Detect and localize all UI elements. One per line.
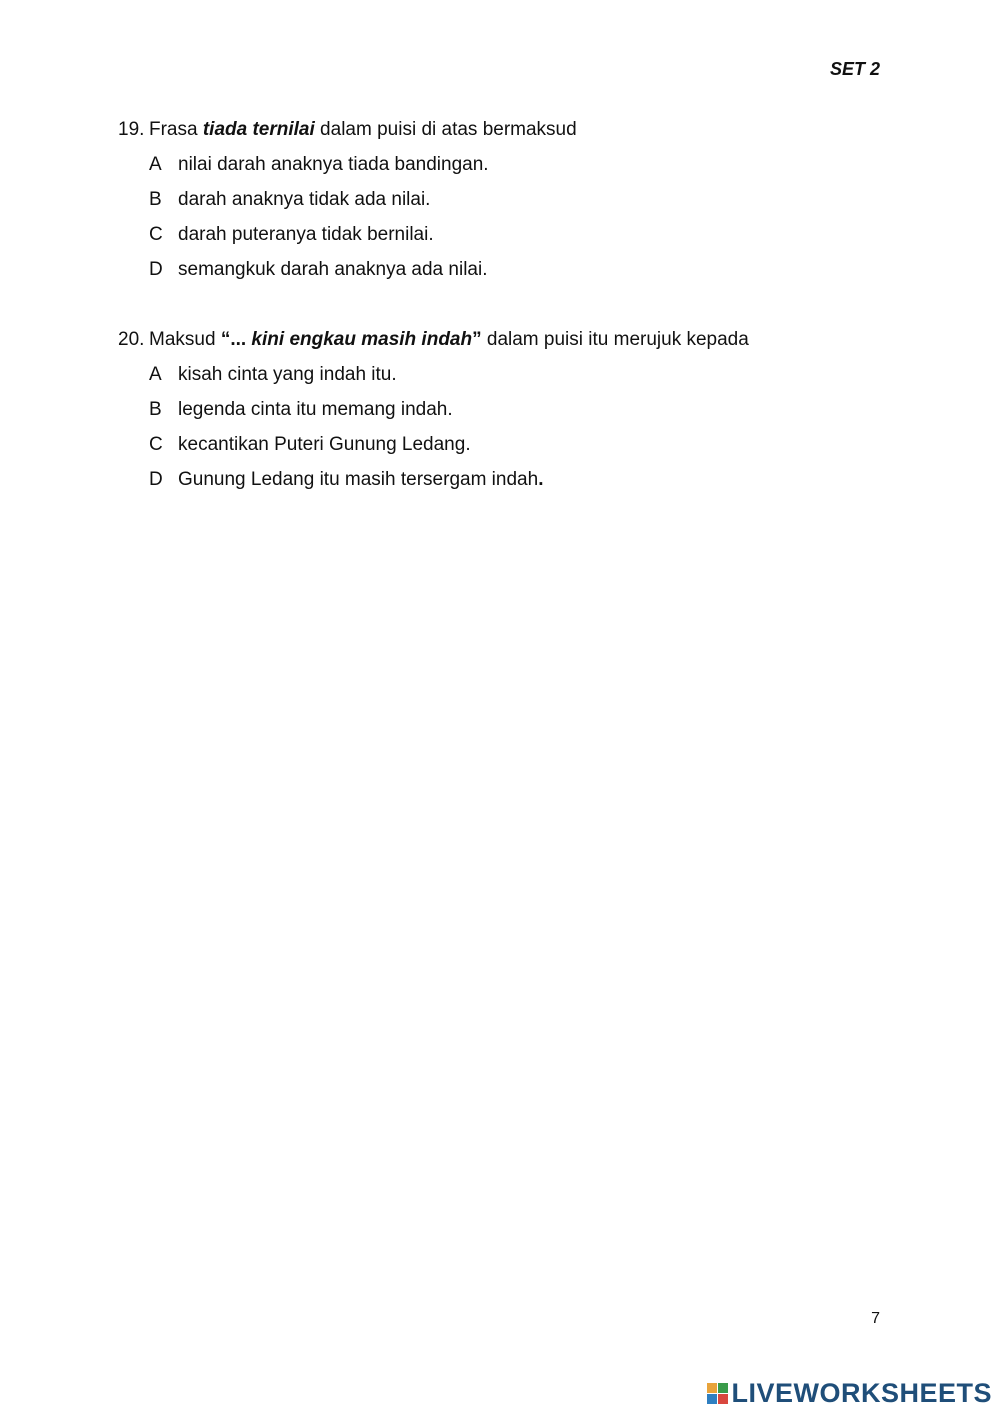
question-stem	[118, 328, 749, 352]
option-letter: C	[149, 434, 163, 455]
question-19	[118, 118, 577, 293]
options-list	[149, 153, 577, 293]
question-number: 20.	[118, 329, 145, 350]
option-letter: A	[149, 154, 162, 175]
logo-text: LIVEWORKSHEETS	[731, 1378, 992, 1408]
option-letter: D	[149, 469, 163, 490]
option-a[interactable]	[149, 363, 749, 398]
option-text: kecantikan Puteri Gunung Ledang.	[178, 434, 471, 455]
option-letter: A	[149, 364, 162, 385]
option-c[interactable]	[149, 433, 749, 468]
question-number: 19.	[118, 119, 145, 140]
emphasis-phrase: kini engkau masih indah	[246, 329, 473, 350]
option-letter: B	[149, 399, 162, 420]
option-c[interactable]	[149, 223, 577, 258]
option-text: darah anaknya tidak ada nilai.	[178, 189, 431, 210]
option-text: nilai darah anaknya tiada bandingan.	[178, 154, 489, 175]
options-list	[149, 363, 749, 503]
page-number: 7	[871, 1310, 880, 1327]
option-text: Gunung Ledang itu masih tersergam indah.	[178, 469, 544, 490]
quote-close: ”	[472, 329, 482, 350]
option-d[interactable]	[149, 468, 749, 503]
option-letter: D	[149, 259, 163, 280]
question-20	[118, 328, 749, 503]
option-b[interactable]	[149, 188, 577, 223]
option-b[interactable]	[149, 398, 749, 433]
option-text: darah puteranya tidak bernilai.	[178, 224, 434, 245]
option-a[interactable]	[149, 153, 577, 188]
set-label: SET 2	[829, 59, 880, 79]
question-text: Frasa tiada ternilai dalam puisi di atas bermaksud	[149, 119, 577, 140]
option-letter: C	[149, 224, 163, 245]
option-letter: B	[149, 189, 162, 210]
option-d[interactable]	[149, 258, 577, 293]
option-text: semangkuk darah anaknya ada nilai.	[178, 259, 488, 280]
question-stem	[118, 118, 577, 142]
logo-mark-icon	[707, 1383, 728, 1404]
question-text: Maksud “... kini engkau masih indah” dalam puisi itu merujuk kepada	[149, 329, 749, 350]
quote-open: “...	[220, 329, 247, 350]
option-text: legenda cinta itu memang indah.	[178, 399, 453, 420]
liveworksheets-logo	[707, 1378, 992, 1409]
option-text: kisah cinta yang indah itu.	[178, 364, 397, 385]
emphasis-phrase: tiada ternilai	[202, 119, 315, 140]
